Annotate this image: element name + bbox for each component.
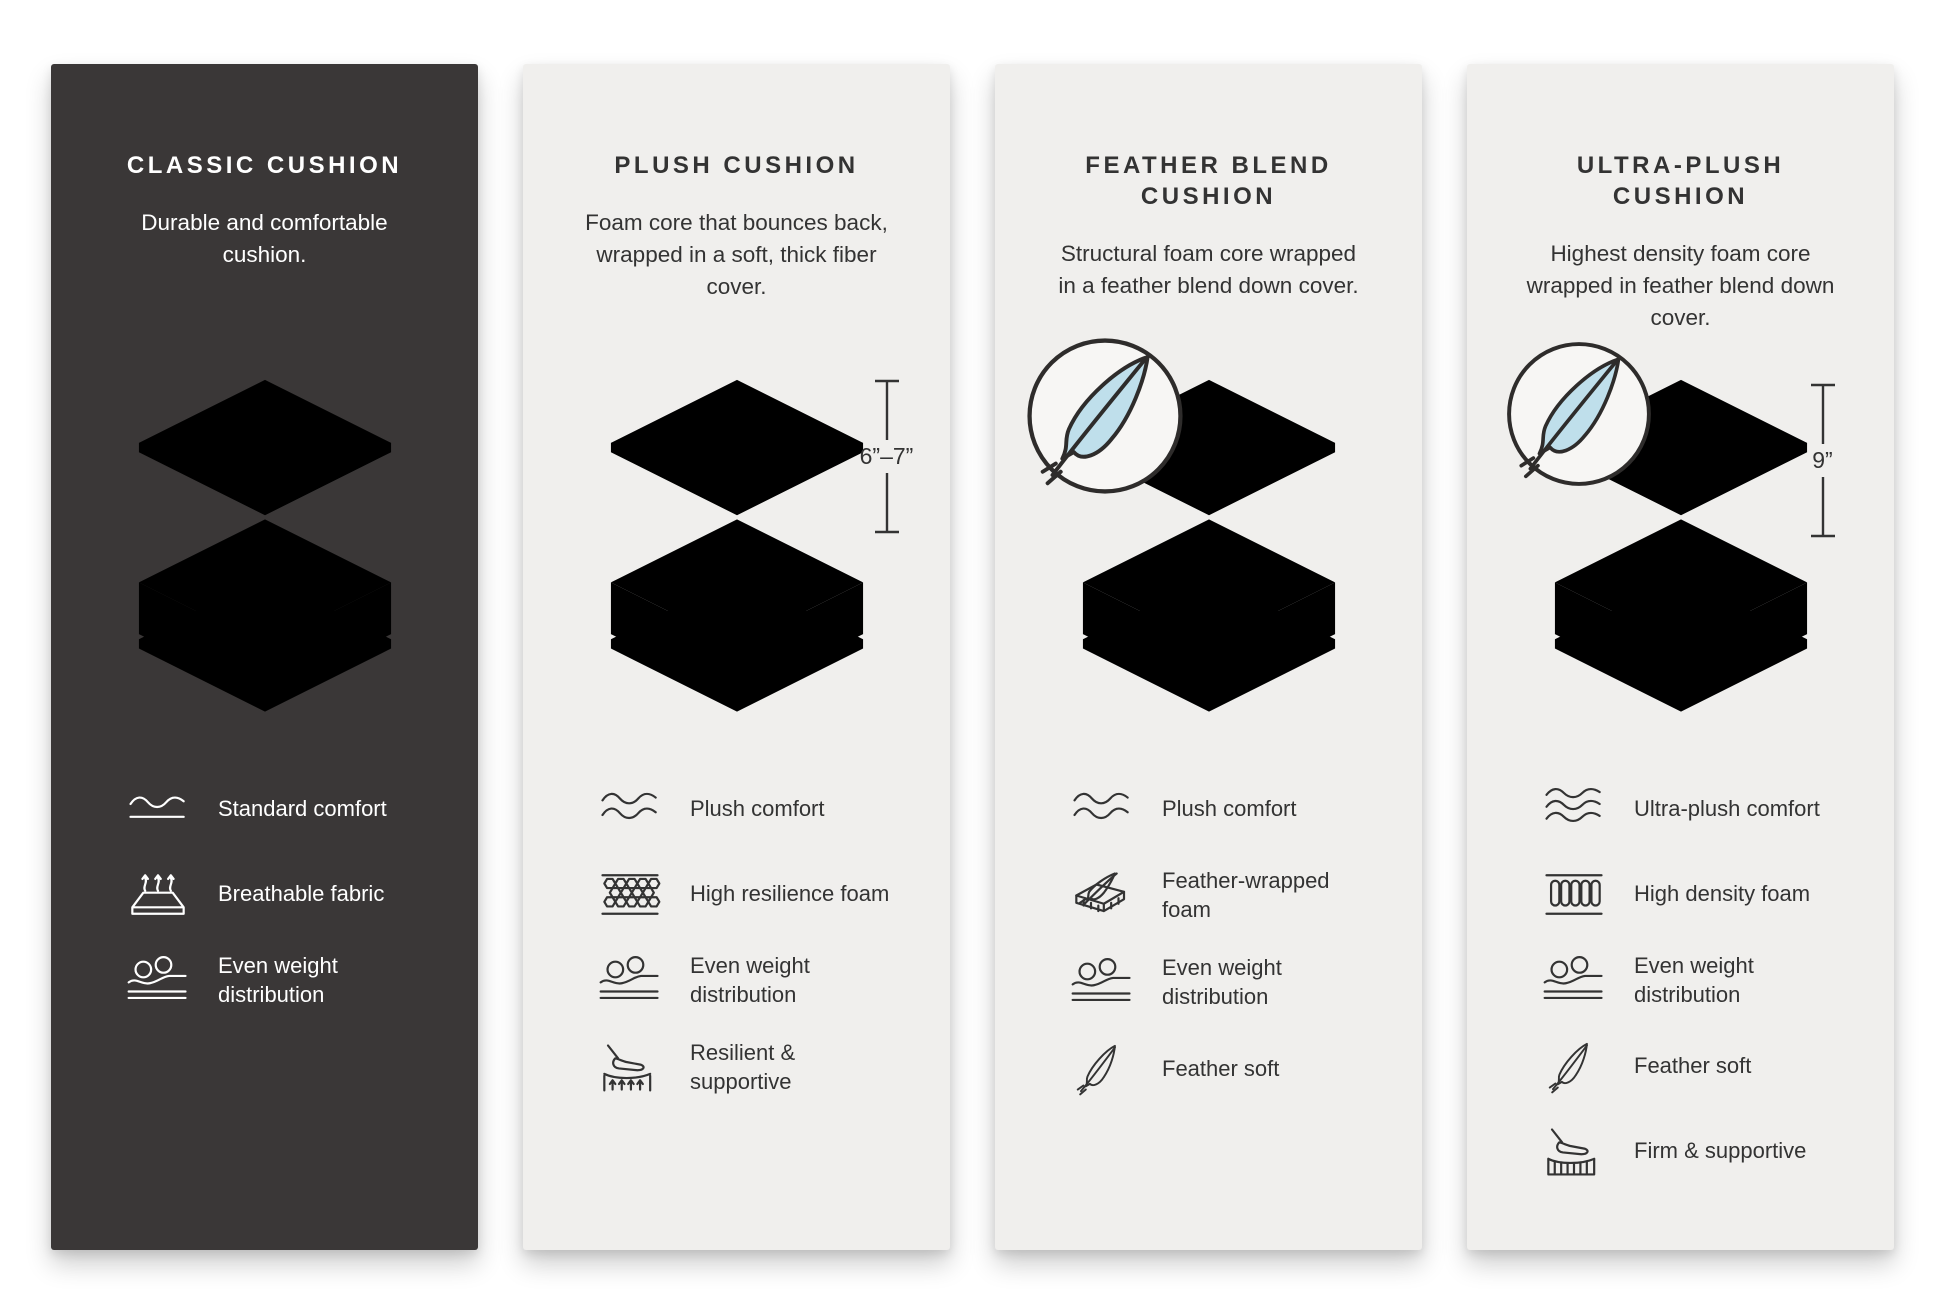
feature-item — [1541, 1039, 1846, 1094]
card-title: CLASSIC CUSHION — [126, 152, 403, 179]
card-description: Highest density foam core wrapped in feather blend down cover. — [1526, 241, 1835, 331]
ultra-plush-cushion-card — [1467, 64, 1894, 1250]
feature-list — [1511, 782, 1850, 1209]
feature-label: Plush comfort — [690, 796, 825, 822]
feature-label: Even weight distribution — [1162, 955, 1282, 1009]
feature-label: Plush comfort — [1162, 796, 1297, 822]
dimension-line-bottom — [867, 473, 907, 535]
feature-label: Even weight distribution — [218, 953, 338, 1007]
dimension-line-bottom — [1803, 477, 1843, 539]
feather-icon — [1541, 1039, 1607, 1094]
height-dimension — [855, 378, 919, 535]
cushion-layers-illustration — [105, 350, 425, 730]
card-title: PLUSH CUSHION — [614, 152, 859, 179]
feather-foam-icon — [1069, 868, 1135, 923]
waves-icon — [1541, 782, 1607, 837]
feature-item — [597, 867, 902, 922]
foot-coils-icon — [1541, 1124, 1607, 1179]
feature-item — [1541, 1124, 1846, 1179]
layered-cushion-diagram — [110, 360, 420, 717]
cushion-layers-illustration — [577, 350, 914, 730]
feature-list — [95, 782, 434, 1039]
card-description: Structural foam core wrapped in a feather blend down cover. — [1058, 241, 1359, 299]
honeycomb-foam-icon — [597, 867, 663, 922]
feature-item — [1069, 954, 1374, 1011]
feature-item — [125, 952, 430, 1009]
feature-label: High density foam — [1634, 881, 1811, 907]
feather-icon — [1023, 334, 1187, 498]
breathable-fabric-icon — [125, 867, 191, 922]
feature-label: Even weight distribution — [690, 953, 810, 1007]
feature-item — [1069, 782, 1374, 837]
feature-label: Breathable fabric — [218, 881, 385, 907]
feature-label: Resilient & supportive — [690, 1040, 796, 1094]
feather-badge — [1023, 334, 1187, 498]
feature-item — [597, 782, 902, 837]
feature-list — [1039, 782, 1378, 1126]
feature-label: High resilience foam — [690, 881, 890, 907]
height-dimension — [1791, 382, 1855, 539]
feature-item — [1069, 1041, 1374, 1096]
feature-label: Ultra-plush comfort — [1634, 796, 1820, 822]
feature-item — [1541, 867, 1846, 922]
feature-label: Firm & supportive — [1634, 1138, 1807, 1164]
waves-icon — [125, 782, 191, 837]
feature-label: Feather soft — [1162, 1055, 1280, 1081]
layered-cushion-diagram — [582, 360, 892, 717]
plush-cushion-card — [523, 64, 950, 1250]
card-header — [1516, 122, 1846, 350]
feather-icon — [1069, 1041, 1135, 1096]
feature-list — [567, 782, 906, 1126]
feather-icon — [1503, 338, 1655, 490]
waves-icon — [1069, 782, 1135, 837]
card-header — [581, 122, 893, 350]
capsule-foam-icon — [1541, 867, 1607, 922]
foot-support-icon — [597, 1040, 663, 1095]
feature-item — [597, 1039, 902, 1096]
even-weight-icon — [125, 953, 191, 1008]
even-weight-icon — [1541, 953, 1607, 1008]
feather-badge — [1503, 338, 1655, 490]
waves-icon — [597, 782, 663, 837]
dimension-label: 9” — [1812, 447, 1833, 473]
card-title: ULTRA-PLUSH CUSHION — [1576, 152, 1785, 211]
card-header — [1044, 122, 1374, 350]
cushion-layers-illustration — [1521, 350, 1841, 730]
even-weight-icon — [597, 953, 663, 1008]
cushion-layers-illustration — [1049, 350, 1369, 730]
feature-label: Feather soft — [1634, 1053, 1752, 1079]
feature-item — [1541, 952, 1846, 1009]
card-title: FEATHER BLEND CUSHION — [1085, 152, 1332, 211]
even-weight-icon — [1069, 955, 1135, 1010]
card-description: Foam core that bounces back, wrapped in a soft, thick fiber cover. — [585, 210, 888, 300]
card-description: Durable and comfortable cushion. — [141, 210, 388, 268]
card-header — [109, 122, 421, 350]
classic-cushion-card — [51, 64, 478, 1250]
feature-item — [1541, 782, 1846, 837]
feature-label: Feather-wrapped foam — [1162, 868, 1330, 922]
feature-label: Standard comfort — [218, 796, 387, 822]
feature-item — [125, 782, 430, 837]
feature-item — [125, 867, 430, 922]
dimension-line-top — [867, 378, 907, 440]
dimension-label: 6”–7” — [859, 443, 914, 469]
feature-item — [597, 952, 902, 1009]
feature-item — [1069, 867, 1374, 924]
feature-label: Even weight distribution — [1634, 953, 1754, 1007]
dimension-line-top — [1803, 382, 1843, 444]
feather-blend-cushion-card — [995, 64, 1422, 1250]
